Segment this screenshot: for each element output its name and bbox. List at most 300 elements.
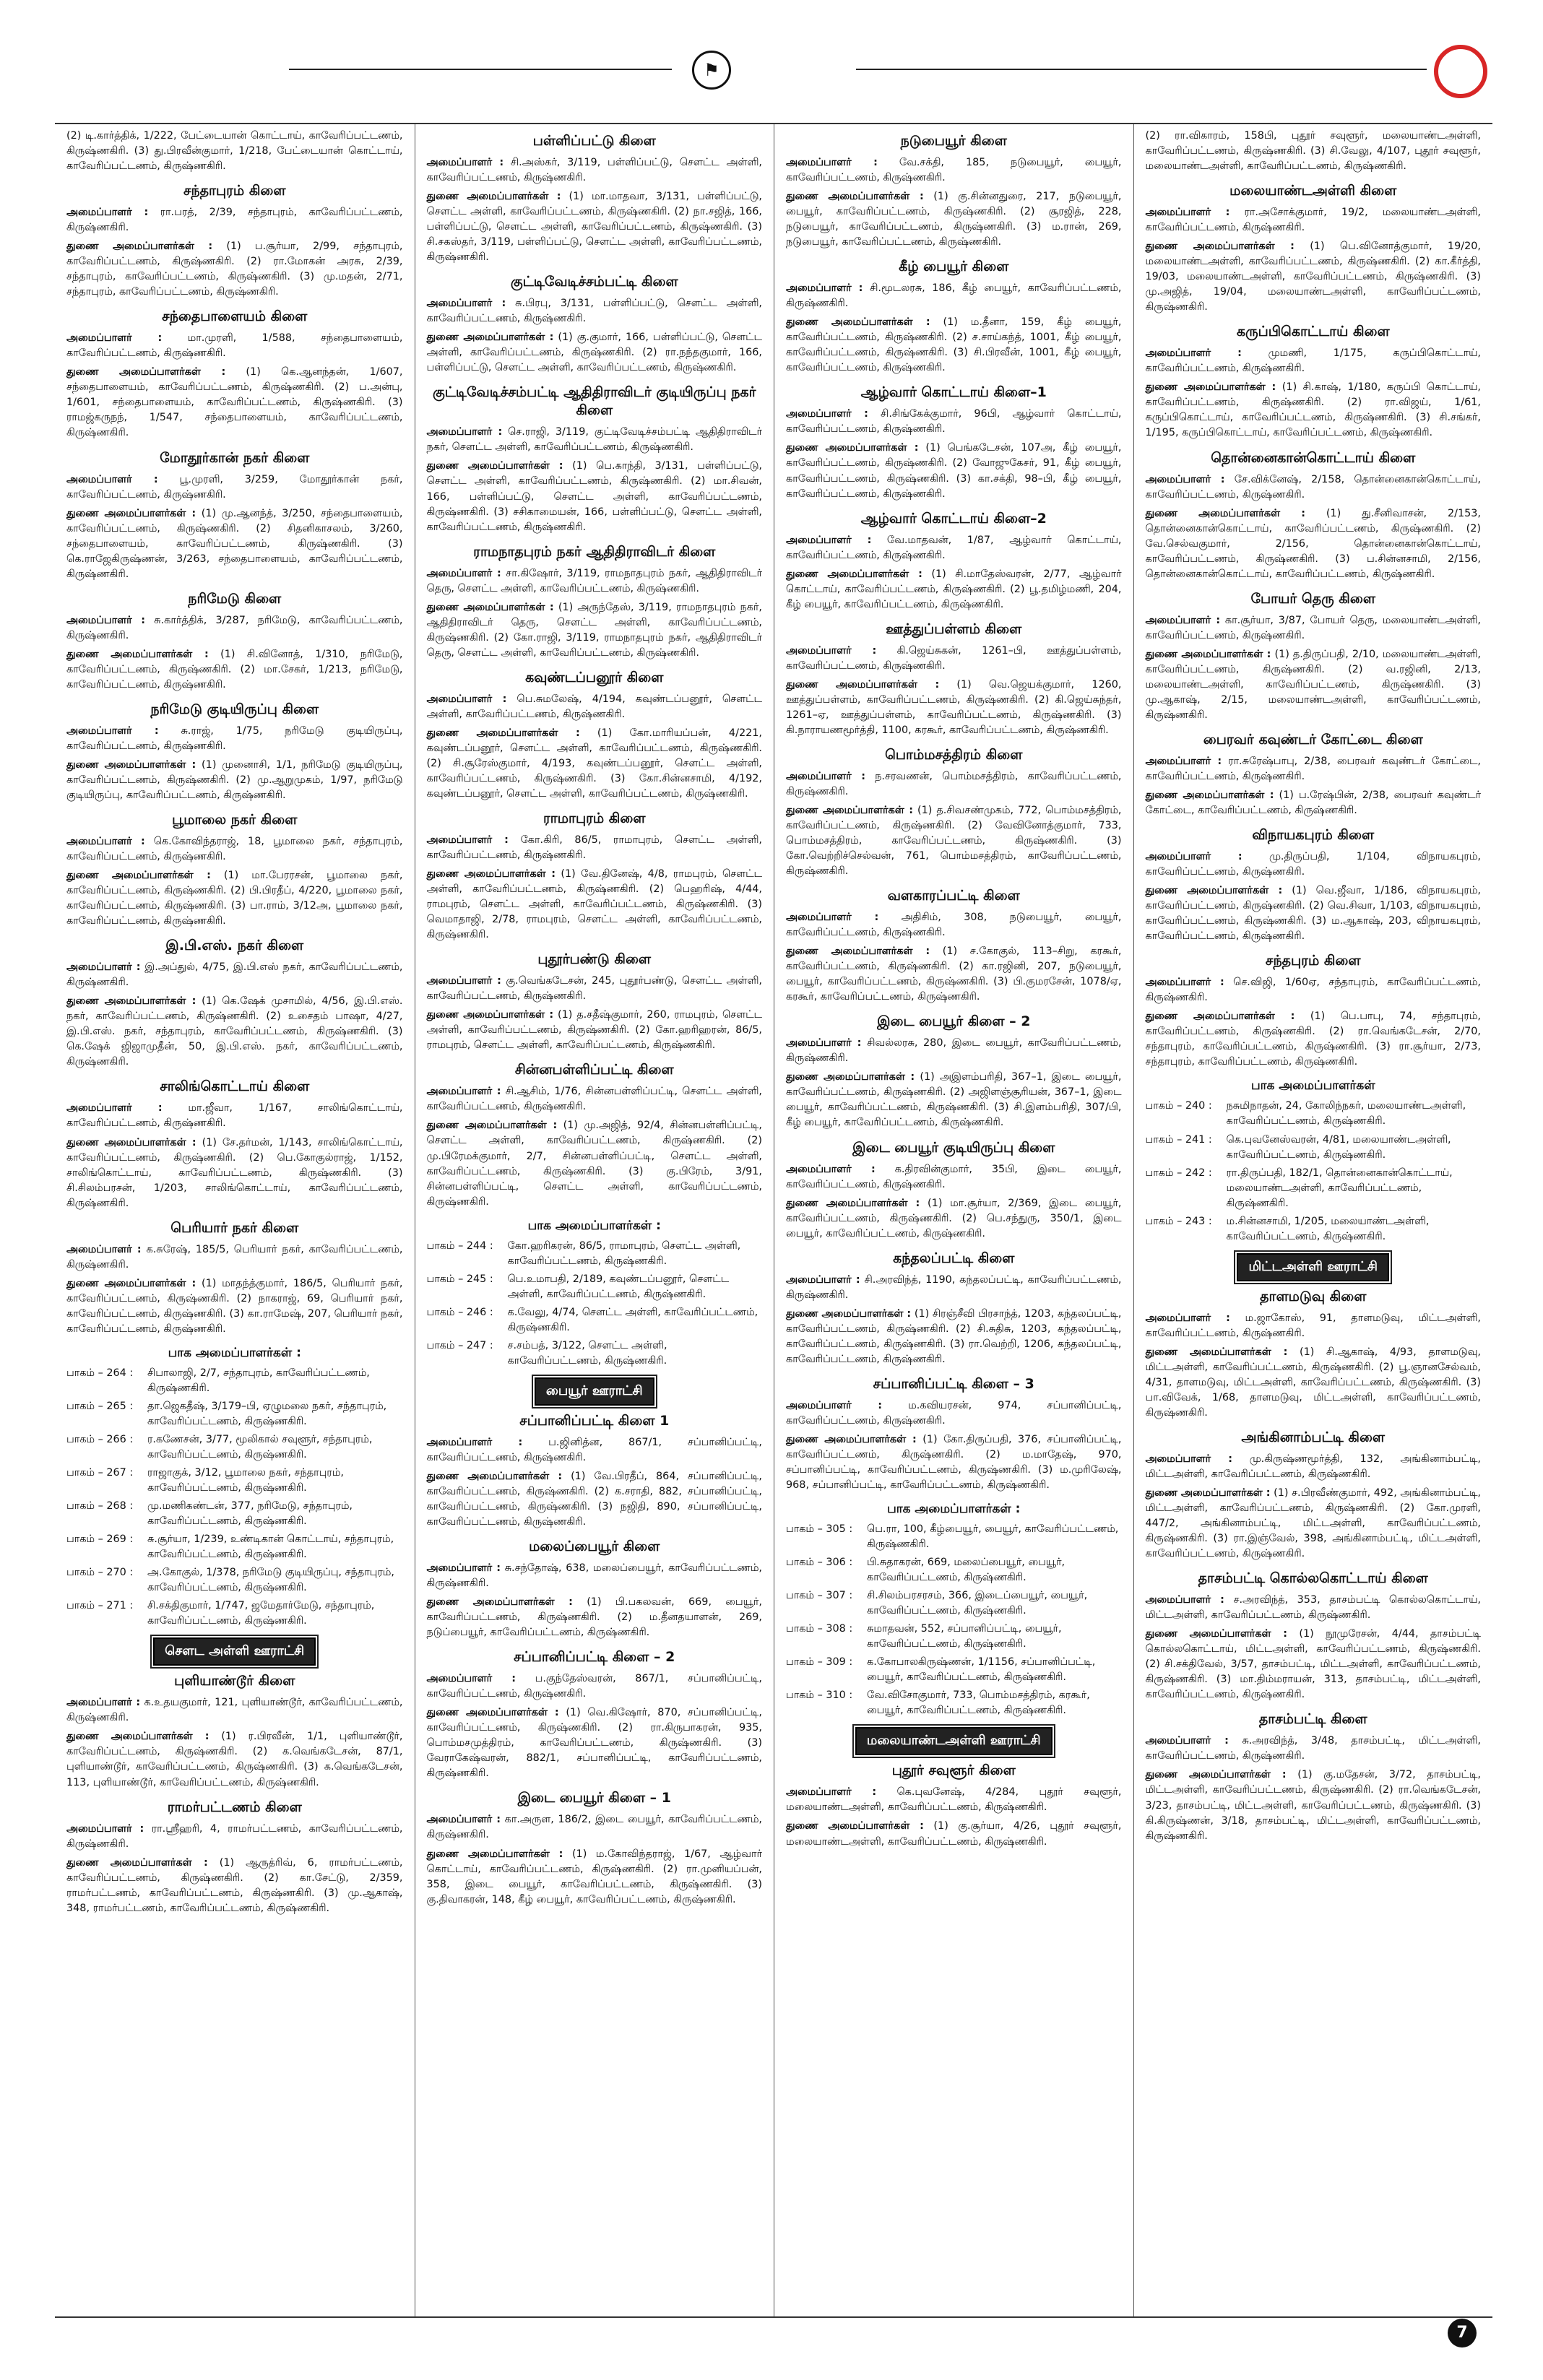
member-entry — [66, 205, 403, 235]
member-entry — [427, 726, 763, 802]
member-entry — [427, 155, 763, 186]
role-label: துணை அமைப்பாளர்கள் : — [66, 1277, 196, 1289]
role-label: துணை அமைப்பாளர்கள் : — [786, 1197, 920, 1209]
member-details: (2) ரா.விகாரம், 158பி, புதூர் சவுளூர், மலையாண்டஅள்ளி, காவேரிப்பட்டணம், கிருஷ்ணகிரி. (3) சி.வேலு, 4/107, புதூர் சவுளூர், மலையாண்டஅள்ளி, காவேரிப்பட்டணம், கிருஷ்ணகிரி. — [1145, 130, 1481, 173]
branch-title: நரிமேடு கிளை — [188, 590, 282, 607]
branch-section — [786, 621, 1122, 738]
branch-title: போயர் தெரு கிளை — [1250, 590, 1375, 607]
part-organiser-details: பி.சுதாகரன், 669, மலைப்பையூர், பையூர், காவேரிப்பட்டணம், கிருஷ்ணகிரி. — [867, 1557, 1066, 1584]
member-entry — [427, 425, 763, 455]
branch-title: ஆழ்வார் கொட்டாய் கிளை–2 — [860, 510, 1047, 527]
branch-section — [66, 812, 403, 929]
branch-title: சப்பானிப்பட்டி கிளை – 2 — [514, 1649, 675, 1666]
branch-title: சந்தாபுரம் கிளை — [183, 183, 286, 199]
member-entry — [66, 1695, 403, 1726]
member-details: (1) ச.கோகுல், 113–சிறு, கரகூர், காவேரிப்பட்டணம், கிருஷ்ணகிரி. (2) கா.ரஜினி, 207, நடுபையூர், பையூர், காவேரிப்பட்டணம், கிருஷ்ணகிரி. (3) பி.குமரசேன், 1078/ஏ, கரகூர், காவேரிப்பட்டணம், கிருஷ்ணகிரி. — [786, 945, 1122, 1003]
part-organiser-row — [66, 1432, 403, 1463]
member-entry — [1146, 129, 1482, 174]
member-details: (1) ப.சூர்யா, 2/99, சந்தாபுரம், காவேரிப்பட்டணம், கிருஷ்ணகிரி. (2) ரா.மோகன் அரசு, 2/39, சந்தாபுரம், காவேரிப்பட்டணம், கிருஷ்ணகிரி. (3) மு.மதன், 2/71, சந்தாபுரம், காவேரிப்பட்டணம், கிருஷ்ணகிரி. — [66, 241, 403, 298]
member-details: மு.திருப்பதி, 1/104, விநாயகபுரம், காவேரிப்பட்டணம், கிருஷ்ணகிரி. — [1145, 851, 1482, 878]
role-label: அமைப்பாளர் : — [66, 1243, 142, 1255]
branch-section — [786, 747, 1122, 879]
member-entry — [786, 1307, 1122, 1367]
member-details: மு.கிருஷ்ணமூர்த்தி, 132, அங்கினாம்பட்டி, மிட்டஅள்ளி, காவேரிப்பட்டணம், கிருஷ்ணகிரி. — [1145, 1453, 1481, 1480]
branch-section — [66, 129, 403, 174]
part-number: பாகம் – 271 : — [66, 1600, 134, 1612]
member-entry — [66, 239, 403, 300]
member-details: சிவல்லரசு, 280, இடை பையூர், காவேரிப்பட்டணம், கிருஷ்ணகிரி. — [786, 1037, 1122, 1065]
branch-section — [427, 1790, 763, 1907]
branch-section — [427, 544, 763, 661]
member-details: (1) த.திருப்பதி, 2/10, மலையாண்டஅள்ளி, காவேரிப்பட்டணம், கிருஷ்ணகிரி. (2) வ.ரஜினி, 2/13, மலையாண்டஅள்ளி, காவேரிப்பட்டணம், கிருஷ்ணகிரி. (3) மு.ஆகாஷ், 2/15, மலையாண்டஅள்ளி, காவேரிப்பட்டணம், கிருஷ்ணகிரி. — [1145, 648, 1481, 721]
member-entry — [427, 1561, 763, 1591]
branch-title: குட்டிவேடிச்சம்பட்டி ஆதிதிராவிடர் குடியிருப்பு நகர் கிளை — [433, 384, 756, 419]
branch-section — [427, 810, 763, 943]
role-label: துணை அமைப்பாளர்கள் : — [786, 442, 919, 454]
branch-section — [1146, 183, 1482, 315]
role-label: துணை அமைப்பாளர்கள் : — [786, 804, 913, 816]
member-details: க.சுரேஷ், 185/5, பெரியார் நகர், காவேரிப்பட்டணம், கிருஷ்ணகிரி. — [66, 1243, 403, 1271]
branch-section — [1146, 129, 1482, 174]
branch-title: பூமாலை நகர் கிளை — [172, 812, 298, 828]
part-organiser-details: சுமாதவன், 552, சப்பானிப்பட்டி, பையூர், காவேரிப்பட்டணம், கிருஷ்ணகிரி. — [867, 1623, 1062, 1650]
part-number: பாகம் – 305 : — [786, 1523, 853, 1536]
member-entry — [66, 506, 403, 582]
member-entry — [786, 803, 1122, 879]
part-organiser-row — [1146, 1214, 1482, 1245]
branch-section — [427, 274, 763, 376]
member-details: செ.ராஜி, 3/119, குட்டிவேடிச்சம்பட்டி ஆதிதிராவிடர் நகர், சௌட்ட அள்ளி, காவேரிப்பட்டணம், கிருஷ்ணகிரி. — [426, 426, 762, 454]
panchayat-banner: சௌட அள்ளி ஊராட்சி — [153, 1637, 316, 1666]
role-label: அமைப்பாளர் : — [426, 1562, 501, 1575]
role-label: அமைப்பாளர் : — [786, 770, 865, 782]
part-organiser-details: ச.சம்பத், 3/122, சௌட்ட அள்ளி, காவேரிப்பட்டணம், கிருஷ்ணகிரி. — [507, 1339, 667, 1367]
part-organiser-details: பெ.உமாபதி, 2/189, கவுண்டப்பனூர், சௌட்ட அள்ளி, காவேரிப்பட்டணம், கிருஷ்ணகிரி. — [507, 1273, 730, 1300]
part-organiser-details: சிபாலாஜி, 2/7, சந்தாபுரம், காவேரிப்பட்டணம், கிருஷ்ணகிரி. — [147, 1367, 370, 1394]
member-details: ரா.சுரேஷ்பாபு, 2/38, பைரவர் கவுண்டர் கோட்டை, காவேரிப்பட்டணம், கிருஷ்ணகிரி. — [1145, 755, 1481, 782]
part-organiser-details: ம.சின்னசாமி, 1/205, மலையாண்டஅள்ளி, காவேரிப்பட்டணம், கிருஷ்ணகிரி. — [1226, 1215, 1430, 1242]
branch-title: சப்பானிப்பட்டி கிளை – 3 — [873, 1375, 1034, 1392]
role-label: துணை அமைப்பாளர்கள் : — [1145, 1346, 1288, 1358]
role-label: அமைப்பாளர் : — [786, 644, 877, 657]
member-entry — [1146, 1767, 1482, 1843]
role-label: துணை அமைப்பாளர்கள் : — [786, 568, 922, 580]
member-entry — [786, 567, 1122, 613]
member-entry — [66, 758, 403, 803]
role-label: துணை அமைப்பாளர்கள் : — [786, 1820, 924, 1832]
member-details: (1) வெ.ஜெயக்குமார், 1260, ஊத்துப்பள்ளம், காவேரிப்பட்டணம், கிருஷ்ணகிரி. (2) கி.ஜெய்சுந்தர், 1261–ஏ, ஊத்துப்பள்ளம், காவேரிப்பட்டணம், கிருஷ்ணகிரி. (3) கி.நாராயணமூர்த்தி, 1100, கரகூர், காவேரிப்பட்டணம், கிருஷ்ணகிரி. — [786, 678, 1122, 736]
member-entry — [786, 1162, 1122, 1193]
part-number: பாகம் – 241 : — [1145, 1133, 1212, 1146]
member-entry — [66, 960, 403, 990]
member-entry — [1146, 1593, 1482, 1623]
role-label: துணை அமைப்பாளர்கள் : — [1145, 507, 1306, 519]
member-details: சி.சிங்கேக்குமார், 96பி, ஆழ்வார் கொட்டாய், காவேரிப்பட்டணம், கிருஷ்ணகிரி. — [786, 408, 1122, 436]
part-organiser-details: ர.கணேசன், 3/77, மூலிகால் சவுளூர், சந்தாபுரம், காவேரிப்பட்டணம், கிருஷ்ணகிரி. — [147, 1433, 373, 1461]
member-details: சு.ராஜ், 1/75, நரிமேடு குடியிருப்பு, காவேரிப்பட்டணம், கிருஷ்ணகிரி. — [66, 724, 403, 752]
member-entry — [427, 566, 763, 597]
branch-title: மலைப்பையூர் கிளை — [529, 1539, 660, 1555]
member-entry — [427, 459, 763, 535]
member-details: (1) சி.ஆகாஷ், 4/93, தாளமடுவு, மிட்டஅள்ளி, காவேரிப்பட்டணம், கிருஷ்ணகிரி. (2) பூ.ஞானசேல்வம், 4/31, தாளமடுவு, மிட்டஅள்ளி, காவேரிப்பட்டணம், கிருஷ்ணகிரி. (3) பா.விவேக், 1/68, தாளமடுவு, மிட்டஅள்ளி, காவேரிப்பட்டணம், கிருஷ்ணகிரி. — [1145, 1346, 1481, 1419]
part-number: பாகம் – 265 : — [66, 1400, 134, 1412]
branch-section — [786, 1140, 1122, 1242]
role-label: துணை அமைப்பாளர்கள் : — [1145, 789, 1274, 801]
part-organiser-details: கெ.புவனேஸ்வரன், 4/81, மலையாண்டஅள்ளி, காவேரிப்பட்டணம், கிருஷ்ணகிரி. — [1226, 1133, 1451, 1161]
branch-section — [1146, 827, 1482, 944]
column-4 — [1133, 124, 1493, 2316]
role-label: துணை அமைப்பாளர்கள் : — [66, 507, 196, 519]
part-organiser-row — [66, 1466, 403, 1496]
member-details: கோ.கிரி, 86/5, ராமாபுரம், சௌட்ட அள்ளி, காவேரிப்பட்டணம், கிருஷ்ணகிரி. — [426, 834, 763, 862]
part-organisers-section — [1146, 1078, 1482, 1244]
part-number: பாகம் – 242 : — [1145, 1167, 1212, 1179]
part-number: பாகம் – 268 : — [66, 1500, 134, 1513]
branch-title: இ.பி.எஸ். நகர் கிளை — [165, 938, 304, 954]
member-details: (1) வெ.கிஷோர், 870, சப்பானிப்பட்டி, காவேரிப்பட்டணம், கிருஷ்ணகிரி. (2) ரா.கிருபாகரன், 935, பொம்மசமுத்திரம், காவேரிப்பட்டணம், கிருஷ்ணகிரி. (3) வேராகேஷ்வரன், 882/1, சப்பானிப்பட்டி, காவேரிப்பட்டணம், கிருஷ்ணகிரி. — [426, 1707, 762, 1780]
part-organiser-row — [786, 1622, 1122, 1652]
member-entry — [427, 833, 763, 863]
branch-title: தாசம்பட்டி கொல்லகொட்டாய் கிளை — [1198, 1570, 1428, 1587]
role-label: அமைப்பாளர் : — [66, 473, 158, 485]
member-details: ரா.பரத், 2/39, சந்தாபுரம், காவேரிப்பட்டணம், கிருஷ்ணகிரி. — [66, 207, 403, 234]
member-details: (1) வே.பிரதீப், 864, சப்பானிப்பட்டி, காவேரிப்பட்டணம், கிருஷ்ணகிரி. (2) க.சராதி, 882, சப்பானிப்பட்டி, காவேரிப்பட்டணம், கிருஷ்ணகிரி. (3) நஜிதி, 890, சப்பானிப்பட்டி, காவேரிப்பட்டணம், கிருஷ்ணகிரி. — [426, 1470, 762, 1528]
branch-section — [427, 1062, 763, 1209]
member-details: (1) மாதந்த்குமார், 186/5, பெரியார் நகர், காவேரிப்பட்டணம், கிருஷ்ணகிரி. (2) நாகராஜ், 69, பெரியார் நகர், காவேரிப்பட்டணம், கிருஷ்ணகிரி. (3) கா.ராமேஷ், 207, பெரியார் நகர், காவேரிப்பட்டணம், கிருஷ்ணகிரி. — [66, 1277, 403, 1335]
member-entry — [66, 868, 403, 929]
member-details: கா.அருள, 186/2, இடை பையூர், காவேரிப்பட்டணம், கிருஷ்ணகிரி. — [426, 1814, 762, 1841]
role-label: துணை அமைப்பாளர்கள் : — [66, 1136, 196, 1148]
member-details: மா.ஜீவா, 1/167, சாலிங்கொட்டாய், காவேரிப்பட்டணம், கிருஷ்ணகிரி. — [66, 1102, 403, 1130]
branch-section — [1146, 732, 1482, 818]
branch-section — [786, 1376, 1122, 1493]
branch-title: நரிமேடு குடியிருப்பு கிளை — [150, 701, 319, 717]
branch-title: சந்தைபாளையம் கிளை — [162, 308, 308, 325]
part-organiser-row — [66, 1565, 403, 1596]
member-details: (1) ம.கோவிந்தராஜ், 1/67, ஆழ்வார் கொட்டாய், காவேரிப்பட்டணம், கிருஷ்ணகிரி. (2) ரா.முனியப்பன், 358, இடை பையூர், காவேரிப்பட்டணம், கிருஷ்ணகிரி. (3) கு.திவாகரன், 148, கீழ் பையூர், காவேரிப்பட்டணம், கிருஷ்ணகிரி. — [426, 1848, 762, 1905]
member-entry — [1146, 239, 1482, 315]
member-entry — [786, 910, 1122, 940]
branch-title: நடுபையூர் கிளை — [900, 133, 1007, 149]
member-entry — [427, 974, 763, 1004]
branch-section — [427, 1413, 763, 1530]
member-details: க.உதயகுமார், 121, புளியாண்டூர், காவேரிப்பட்டணம், கிருஷ்ணகிரி. — [66, 1697, 403, 1724]
part-organiser-row — [786, 1555, 1122, 1585]
member-details: ச.அரவிந்த், 353, தாசம்பட்டி கொல்லகொட்டாய், மிட்டஅள்ளி, காவேரிப்பட்டணம், கிருஷ்ணகிரி. — [1145, 1594, 1481, 1622]
member-entry — [66, 472, 403, 503]
member-entry — [427, 1118, 763, 1209]
role-label: அமைப்பாளர் : — [786, 408, 868, 420]
role-label: துணை அமைப்பாளர்கள் : — [426, 601, 554, 613]
role-label: துணை அமைப்பாளர்கள் : — [1145, 1769, 1287, 1781]
panchayat-banner: பையூர் ஊராட்சி — [535, 1377, 654, 1406]
branch-section — [786, 511, 1122, 613]
branch-section — [786, 1250, 1122, 1367]
part-organisers-section — [66, 1346, 403, 1630]
member-entry — [427, 189, 763, 265]
role-label: அமைப்பாளர் : — [786, 1273, 860, 1286]
member-details: ம.ஜாகோஸ், 91, தாளமடுவு, மிட்டஅள்ளி, காவேரிப்பட்டணம், கிருஷ்ணகிரி. — [1145, 1312, 1481, 1339]
member-details: (1) சி.மாதேஸ்வரன், 2/77, ஆழ்வார் கொட்டாய், காவேரிப்பட்டணம், கிருஷ்ணகிரி. (2) பூ.தமிழ்மணி, 204, கீழ் பையூர், காவேரிப்பட்டணம், கிருஷ்ணகிரி. — [786, 568, 1122, 610]
member-details: (1) வெ.ஜீவா, 1/186, விநாயகபுரம், காவேரிப்பட்டணம், கிருஷ்ணகிரி. (2) வெ.சிவா, 1/103, விநாயகபுரம், காவேரிப்பட்டணம், கிருஷ்ணகிரி. (3) ம.ஆகாஷ், 203, விநாயகபுரம், காவேரிப்பட்டணம், கிருஷ்ணகிரி. — [1145, 885, 1481, 943]
member-details: (1) கெ.ஆனந்தன், 1/607, சந்தைபாளையம், காவேரிப்பட்டணம், கிருஷ்ணகிரி. (2) ப.அன்பு, 1/601, சந்தைபாளையம், காவேரிப்பட்டணம், கிருஷ்ணகிரி. (3) ராமஜ்கருநந், 1/547, சந்தைபாளையம், காவேரிப்பட்டணம், கிருஷ்ணகிரி. — [66, 366, 403, 439]
role-label: அமைப்பாளர் : — [1145, 207, 1230, 219]
member-entry — [1146, 1009, 1482, 1070]
branch-title: பள்ளிப்பட்டு கிளை — [532, 133, 656, 149]
role-label: அமைப்பாளர் : — [66, 724, 159, 737]
role-label: அமைப்பாளர் : — [1145, 1594, 1224, 1606]
role-label: அமைப்பாளர் : — [786, 534, 872, 546]
role-label: துணை அமைப்பாளர்கள் : — [786, 1307, 912, 1320]
member-entry — [786, 1432, 1122, 1493]
role-label: அமைப்பாளர் : — [1145, 614, 1221, 626]
member-entry — [66, 724, 403, 754]
role-label: அமைப்பாளர் : — [66, 614, 145, 626]
branch-title: பைரவர் கவுண்டர் கோட்டை கிளை — [1203, 731, 1423, 748]
role-label: அமைப்பாளர் : — [66, 207, 149, 219]
role-label: அமைப்பாளர் : — [1145, 755, 1222, 767]
branch-title: கருப்பிகொட்டாய் கிளை — [1236, 324, 1390, 340]
part-number: பாகம் – 244 : — [426, 1239, 493, 1252]
branch-section — [786, 1013, 1122, 1130]
part-number: பாகம் – 240 : — [1145, 1100, 1212, 1112]
member-entry — [427, 1595, 763, 1640]
member-details: சு.அரவிந்த், 3/48, தாசம்பட்டி, மிட்டஅள்ளி, காவேரிப்பட்டணம், கிருஷ்ணகிரி. — [1145, 1735, 1481, 1762]
role-label: அமைப்பாளர் : — [786, 282, 863, 295]
branch-title: புதூர் சவுளூர் கிளை — [891, 1762, 1016, 1779]
member-details: (1) த.சதீஷ்குமார், 260, ராமபுரம், சௌட்ட அள்ளி, காவேரிப்பட்டணம், கிருஷ்ணகிரி. (2) கோ.ஹரிஹரன், 86/5, ராமபுரம், சௌட்ட அள்ளி, காவேரிப்பட்டணம், கிருஷ்ணகிரி. — [426, 1009, 763, 1052]
role-label: துணை அமைப்பாளர்கள் : — [1145, 1628, 1288, 1640]
part-number: பாகம் – 270 : — [66, 1567, 134, 1579]
member-entry — [427, 1008, 763, 1053]
branch-section — [1146, 591, 1482, 723]
member-details: கி.ஜெய்சுகன், 1261–பி, ஊத்துப்பள்ளம், காவேரிப்பட்டணம், கிருஷ்ணகிரி. — [786, 644, 1122, 672]
member-details: செ.விஜி, 1/60ஏ, சந்தாபுரம், காவேரிப்பட்டணம், கிருஷ்ணகிரி. — [1145, 977, 1481, 1004]
role-label: துணை அமைப்பாளர்கள் : — [66, 870, 211, 882]
part-organiser-row — [427, 1305, 763, 1336]
member-details: முமணி, 1/175, கருப்பிகொட்டாய், காவேரிப்பட்டணம், கிருஷ்ணகிரி. — [1145, 347, 1482, 375]
part-number: பாகம் – 243 : — [1145, 1215, 1212, 1227]
branch-section — [1146, 1429, 1482, 1562]
member-entry — [427, 1469, 763, 1530]
role-label: அமைப்பாளர் : — [426, 693, 507, 705]
branch-section — [427, 1649, 763, 1781]
member-details: (1) கு.சூர்யா, 4/26, புதூர் சவுளூர், மலையாண்டஅள்ளி, காவேரிப்பட்டணம், கிருஷ்ணகிரி. — [786, 1820, 1122, 1848]
member-details: (1) கு.மதேசன், 3/72, தாசம்பட்டி, மிட்டஅள்ளி, காவேரிப்பட்டணம், கிருஷ்ணகிரி. (2) ரா.வெங்கடேசன், 3/23, தாசம்பட்டி, மிட்டஅள்ளி, காவேரிப்பட்டணம், கிருஷ்ணகிரி. (3) கி.கிருஷ்ணன், 3/18, தாசம்பட்டி, மிட்டஅள்ளி, காவேரிப்பட்டணம், கிருஷ்ணகிரி. — [1145, 1769, 1482, 1842]
member-details: கெ.கோவிந்தராஜ், 18, பூமாலை நகர், சந்தாபுரம், காவேரிப்பட்டணம், கிருஷ்ணகிரி. — [66, 836, 403, 863]
member-details: (1) மா.மாதவா, 3/131, பள்ளிப்பட்டு, சௌட்ட அள்ளி, காவேரிப்பட்டணம், கிருஷ்ணகிரி. (2) நா.சஜித், 166, பள்ளிப்பட்டு, சௌட்ட அள்ளி, காவேரிப்பட்டணம், கிருஷ்ணகிரி. (3) சி.சகஸ்தர், 3/119, பள்ளிப்பட்டு, சௌட்ட அள்ளி, காவேரிப்பட்டணம், கிருஷ்ணகிரி. — [426, 191, 762, 264]
branch-section — [1146, 324, 1482, 441]
member-entry — [786, 1819, 1122, 1849]
member-entry — [786, 678, 1122, 738]
member-entry — [1146, 506, 1482, 582]
branch-section — [1146, 953, 1482, 1070]
member-entry — [1146, 849, 1482, 880]
member-details: (1) மா.பேரரசன், பூமாலை நகர், காவேரிப்பட்டணம், கிருஷ்ணகிரி. (2) பி.பிரதீப், 4/220, பூமாலை நகர், காவேரிப்பட்டணம், கிருஷ்ணகிரி. (3) பா.ராம், 3/12அ, பூமாலை நகர், காவேரிப்பட்டணம், கிருஷ்ணகிரி. — [66, 870, 403, 927]
member-details: (1) ர.பிரவீன், 1/1, புளியாண்டூர், காவேரிப்பட்டணம், கிருஷ்ணகிரி. (2) க.வெங்கடேசன், 87/1, புளியாண்டூர், காவேரிப்பட்டணம், கிருஷ்ணகிரி. (3) க.வெங்கடேசன், 113, புளியாண்டூர், காவேரிப்பட்டணம், கிருஷ்ணகிரி. — [66, 1731, 403, 1788]
member-details: சு.பிரபு, 3/131, பள்ளிப்பட்டு, சௌட்ட அள்ளி, காவேரிப்பட்டணம், கிருஷ்ணகிரி. — [426, 298, 763, 325]
branch-section — [66, 183, 403, 300]
role-label: துணை அமைப்பாளர்கள் : — [426, 191, 561, 203]
role-label: அமைப்பாளர் : — [426, 834, 509, 846]
member-details: (1) பெ.பாபு, 74, சந்தாபுரம், காவேரிப்பட்டணம், கிருஷ்ணகிரி. (2) ரா.வெங்கடேசன், 2/70, சந்தாபுரம், காவேரிப்பட்டணம், கிருஷ்ணகிரி. (3) ரா.சூர்யா, 2/73, சந்தாபுரம், காவேரிப்பட்டணம், கிருஷ்ணகிரி. — [1145, 1011, 1481, 1068]
member-details: (1) கெ.ஷேக் முசாமில், 4/56, இ.பி.எஸ். நகர், காவேரிப்பட்டணம், கிருஷ்ணகிரி. (2) உசைதம் பாஷா, 4/27, இ.பி.எஸ். நகர், சந்தாபுரம், காவேரிப்பட்டணம், கிருஷ்ணகிரி. (3) கெ.ஷேக் ஜிஜாமுதீன், 50, இ.பி.எஸ். நகர், காவேரிப்பட்டணம், கிருஷ்ணகிரி. — [66, 995, 403, 1068]
branch-title: ஆழ்வார் கொட்டாய் கிளை–1 — [860, 384, 1047, 401]
branch-section — [427, 133, 763, 265]
branch-title: கந்தலப்பட்டி கிளை — [893, 1250, 1015, 1266]
role-label: அமைப்பாளர் : — [786, 1399, 882, 1411]
column-3 — [774, 124, 1133, 2316]
role-label: அமைப்பாளர் : — [426, 298, 506, 310]
role-label: துணை அமைப்பாளர்கள் : — [426, 460, 563, 472]
branch-section — [786, 888, 1122, 1005]
member-details: (2) டி.கார்த்திக், 1/222, பேட்டையான் கொட்டாய், காவேரிப்பட்டணம், கிருஷ்ணகிரி. (3) து.பிரவீன்குமார், 1/218, பேட்டையான் கொட்டாய், காவேரிப்பட்டணம், கிருஷ்ணகிரி. — [66, 130, 403, 173]
red-circle-icon — [1434, 45, 1487, 98]
branch-section — [427, 384, 763, 535]
branch-title: இடை பையூர் குடியிருப்பு கிளை — [852, 1139, 1055, 1156]
part-organiser-details: வே.விசோகுமார், 733, பொம்மசத்திரம், கரகூர், பையூர், காவேரிப்பட்டணம், கிருஷ்ணகிரி. — [867, 1689, 1090, 1717]
member-entry — [786, 189, 1122, 250]
part-organiser-details: சி.சக்திகுமார், 1/747, ஜமேதார்மேடு, சந்தாபுரம், காவேரிப்பட்டணம், கிருஷ்ணகிரி. — [147, 1600, 375, 1627]
branch-section — [1146, 1289, 1482, 1421]
part-organiser-details: க.வேலு, 4/74, சௌட்ட அள்ளி, காவேரிப்பட்டணம், கிருஷ்ணகிரி. — [507, 1306, 758, 1333]
branch-section — [427, 951, 763, 1053]
role-label: அமைப்பாளர் : — [426, 975, 501, 987]
part-organiser-row — [66, 1399, 403, 1429]
role-label: அமைப்பாளர் : — [66, 1102, 163, 1115]
header-rule-right — [856, 69, 1427, 70]
member-entry — [1146, 472, 1482, 503]
role-label: துணை அமைப்பாளர்கள் : — [426, 727, 580, 739]
member-entry — [1146, 1486, 1482, 1562]
member-details: (1) பெ.வினோத்குமார், 19/20, மலையாண்டஅள்ளி, காவேரிப்பட்டணம், கிருஷ்ணகிரி. (2) கா.கீர்த்தி, 19/03, மலையாண்டஅள்ளி, காவேரிப்பட்டணம், கிருஷ்ணகிரி. (3) மு.அஜித், 19/04, மலையாண்டஅள்ளி, காவேரிப்பட்டணம், கிருஷ்ணகிரி. — [1145, 241, 1481, 313]
page-header — [0, 0, 1543, 130]
role-label: அமைப்பாளர் : — [1145, 1312, 1230, 1324]
member-details: க.திரவின்குமார், 35பி, இடை பையூர், காவேரிப்பட்டணம், கிருஷ்ணகிரி. — [786, 1163, 1122, 1190]
branch-section — [427, 670, 763, 802]
part-number: பாகம் – 266 : — [66, 1433, 134, 1445]
part-organiser-details: அ.கோகுல், 1/378, நரிமேடு குடியிருப்பு, சந்தாபுரம், காவேரிப்பட்டணம், கிருஷ்ணகிரி. — [147, 1567, 394, 1594]
part-organiser-details: தா.ஜெகதீஷ், 3/179–பி, ஏழுமலை நகர், சந்தாபுரம், காவேரிப்பட்டணம், கிருஷ்ணகிரி. — [147, 1400, 387, 1427]
part-organisers-section — [427, 1219, 763, 1369]
branch-title: அங்கினாம்பட்டி கிளை — [1241, 1429, 1386, 1445]
role-label: துணை அமைப்பாளர்கள் : — [66, 1731, 209, 1743]
role-label: அமைப்பாளர் : — [66, 332, 163, 345]
branch-title: சந்தபுரம் கிளை — [1265, 953, 1361, 969]
member-entry — [1146, 380, 1482, 441]
branch-title: ராமநாதபுரம் நகர் ஆதிதிராவிடர் கிளை — [473, 543, 716, 560]
branch-section — [786, 133, 1122, 250]
member-entry — [786, 315, 1122, 376]
branch-section — [66, 1078, 403, 1211]
branch-section — [66, 701, 403, 803]
member-entry — [427, 1705, 763, 1781]
role-label: அமைப்பாளர் : — [66, 1697, 141, 1709]
role-label: துணை அமைப்பாளர்கள் : — [66, 1856, 208, 1869]
member-entry — [66, 129, 403, 174]
part-organisers-heading: பாக அமைப்பாளர்கள் : — [168, 1345, 301, 1360]
branch-section — [66, 308, 403, 441]
member-details: அதிசிம், 308, நடுபையூர், பையூர், காவேரிப்பட்டணம், கிருஷ்ணகிரி. — [786, 912, 1122, 939]
column-2 — [415, 124, 774, 2316]
branch-title: புளியாண்டூர் கிளை — [174, 1673, 295, 1689]
member-details: (1) ஆருத்ரிவ், 6, ராமர்பட்டணம், காவேரிப்பட்டணம், கிருஷ்ணகிரி. (2) கா.சேட்டு, 2/359, ராமர்பட்டணம், காவேரிப்பட்டணம், கிருஷ்ணகிரி. (3) மு.ஆகாஷ், 348, ராமர்பட்டணம், காவேரிப்பட்டணம், கிருஷ்ணகிரி. — [66, 1856, 403, 1914]
member-details: சா.கிஷோர், 3/119, ராமநாதபுரம் நகர், ஆதிதிராவிடர் தெரு, சௌட்ட அள்ளி, காவேரிப்பட்டணம், கிருஷ்ணகிரி. — [426, 567, 762, 594]
member-details: (1) கு.சின்னதுரை, 217, நடுபையூர், பையூர், காவேரிப்பட்டணம், கிருஷ்ணகிரி. (2) சூரஜித், 228, நடுபையூர், காவேரிப்பட்டணம், கிருஷ்ணகிரி. (3) ம.ரான், 269, நடுபையூர், காவேரிப்பட்டணம், கிருஷ்ணகிரி. — [786, 191, 1122, 248]
member-entry — [66, 1135, 403, 1211]
role-label: துணை அமைப்பாளர்கள் : — [426, 1596, 573, 1609]
member-entry — [786, 769, 1122, 800]
branch-title: புதூர்பண்டு கிளை — [537, 951, 652, 968]
member-entry — [427, 330, 763, 376]
role-label: அமைப்பாளர் : — [1145, 977, 1224, 989]
role-label: துணை அமைப்பாளர்கள் : — [786, 678, 940, 691]
member-entry — [786, 1398, 1122, 1429]
part-organiser-details: க.கோபாலகிருஷ்ணன், 1/1156, சப்பானிப்பட்டி, பையூர், காவேரிப்பட்டணம், கிருஷ்ணகிரி. — [867, 1656, 1096, 1684]
role-label: அமைப்பாளர் : — [1145, 473, 1225, 485]
role-label: அமைப்பாளர் : — [1145, 851, 1242, 863]
member-entry — [66, 1101, 403, 1131]
member-entry — [66, 365, 403, 441]
member-entry — [66, 1276, 403, 1337]
column-1 — [55, 124, 415, 2316]
member-entry — [1146, 788, 1482, 818]
part-organisers-heading: பாக அமைப்பாளர்கள் : — [527, 1218, 661, 1233]
role-label: துணை அமைப்பாளர்கள் : — [1145, 381, 1276, 394]
member-entry — [786, 1070, 1122, 1130]
member-details: ப.ஜினித்ன, 867/1, சப்பானிப்பட்டி, காவேரிப்பட்டணம், கிருஷ்ணகிரி. — [426, 1436, 763, 1463]
member-entry — [66, 994, 403, 1070]
member-details: ப.குந்தேஸ்வரன், 867/1, சப்பானிப்பட்டி, காவேரிப்பட்டணம், கிருஷ்ணகிரி. — [426, 1673, 763, 1700]
member-details: (1) கோ.திருப்பதி, 376, சப்பானிப்பட்டி, காவேரிப்பட்டணம், கிருஷ்ணகிரி. (2) ம.மாதேஷ், 970, சப்பானிப்பட்டி, காவேரிப்பட்டணம், கிருஷ்ணகிரி. (3) ம.முரிலேஷ், 968, சப்பானிப்பட்டி, காவேரிப்பட்டணம், கிருஷ்ணகிரி. — [786, 1433, 1122, 1491]
role-label: துணை அமைப்பாளர்கள் : — [426, 868, 556, 880]
part-organiser-details: மு.மணிகண்டன், 377, நரிமேடு, சந்தாபுரம், காவேரிப்பட்டணம், கிருஷ்ணகிரி. — [147, 1500, 353, 1528]
role-label: அமைப்பாளர் : — [426, 567, 501, 579]
member-details: ம.கவியரசன், 974, சப்பானிப்பட்டி, காவேரிப்பட்டணம், கிருஷ்ணகிரி. — [786, 1399, 1122, 1427]
member-details: (1) கு.குமார், 166, பள்ளிப்பட்டு, சௌட்ட அள்ளி, காவேரிப்பட்டணம், கிருஷ்ணகிரி. (2) ரா.நந்தகுமார், 166, பள்ளிப்பட்டு, சௌட்ட அள்ளி, காவேரிப்பட்டணம், கிருஷ்ணகிரி. — [426, 332, 762, 374]
member-entry — [427, 1847, 763, 1908]
member-entry — [1146, 1311, 1482, 1341]
role-label: அமைப்பாளர் : — [66, 836, 145, 848]
member-entry — [1146, 1734, 1482, 1764]
role-label: அமைப்பாளர் : — [786, 1037, 862, 1050]
branch-title: வளகாரப்பட்டி கிளை — [887, 888, 1020, 904]
part-number: பாகம் – 269 : — [66, 1533, 134, 1546]
member-details: சு.சந்தோஷ், 638, மலைப்பையூர், காவேரிப்பட்டணம், கிருஷ்ணகிரி. — [426, 1562, 762, 1590]
branch-title: மோதூர்கான் நகர் கிளை — [160, 449, 310, 466]
part-number: பாகம் – 267 : — [66, 1467, 134, 1479]
role-label: துணை அமைப்பாளர்கள் : — [66, 241, 213, 253]
member-details: பெ.சுமலேஷ், 4/194, கவுண்டப்பனூர், சௌட்ட அள்ளி, காவேரிப்பட்டணம், கிருஷ்ணகிரி. — [426, 693, 762, 720]
role-label: அமைப்பாளர் : — [426, 426, 503, 438]
role-label: துணை அமைப்பாளர்கள் : — [1145, 648, 1271, 660]
member-details: (1) பெங்கடேசன், 107அ, கீழ் பையூர், காவேரிப்பட்டணம், கிருஷ்ணகிரி. (2) வோஜுகேசர், 91, கீழ் பையூர், காவேரிப்பட்டணம், கிருஷ்ணகிரி. (3) கா.சக்தி, 98–பி, கீழ் பையூர், காவேரிப்பட்டணம், கிருஷ்ணகிரி. — [786, 442, 1122, 500]
branch-title: ராமர்பட்டணம் கிளை — [167, 1799, 302, 1815]
member-details: (1) சிரஞ்சீவி பிரசாந்த், 1203, கந்தலப்பட்டி, காவேரிப்பட்டணம், கிருஷ்ணகிரி. (2) சி.சுதிசு, 1203, கந்தலப்பட்டி, காவேரிப்பட்டணம், கிருஷ்ணகிரி. (3) ரா.வெற்றி, 1206, கந்தலப்பட்டி, காவேரிப்பட்டணம், கிருஷ்ணகிரி. — [786, 1307, 1122, 1365]
member-details: இ.அப்துல், 4/75, இ.பி.எஸ் நகர், காவேரிப்பட்டணம், கிருஷ்ணகிரி. — [66, 961, 403, 989]
member-entry — [427, 1812, 763, 1843]
part-organiser-details: சு.சூர்யா, 1/239, உண்டிகான் கொட்டாய், சந்தாபுரம், காவேரிப்பட்டணம், கிருஷ்ணகிரி. — [147, 1533, 394, 1561]
member-entry — [66, 1242, 403, 1273]
part-organiser-row — [66, 1366, 403, 1396]
member-details: (1) நூமுரேசன், 4/44, தாசம்பட்டி கொல்லகொட்டாய், மிட்டஅள்ளி, காவேரிப்பட்டணம், கிருஷ்ணகிரி. (2) சி.சக்திவேல், 3/57, தாசம்பட்டி, மிட்டஅள்ளி, காவேரிப்பட்டணம், கிருஷ்ணகிரி. (3) மா.திம்மராயன், 313, தாசம்பட்டி, மிட்டஅள்ளி, காவேரிப்பட்டணம், கிருஷ்ணகிரி. — [1145, 1628, 1481, 1701]
member-details: (1) பெ.காந்தி, 3/131, பள்ளிப்பட்டு, சௌட்ட அள்ளி, காவேரிப்பட்டணம், கிருஷ்ணகிரி. (2) மா.சிவன், 166, பள்ளிப்பட்டு, சௌட்ட அள்ளி, காவேரிப்பட்டணம், கிருஷ்ணகிரி. (3) சசிகாமையன், 166, பள்ளிப்பட்டு, சௌட்ட அள்ளி, காவேரிப்பட்டணம், கிருஷ்ணகிரி. — [426, 460, 762, 533]
member-entry — [786, 155, 1122, 186]
header-rule-left — [289, 69, 672, 70]
branch-title: தாளமடுவு கிளை — [1260, 1288, 1367, 1304]
member-entry — [427, 296, 763, 326]
role-label: துணை அமைப்பாளர்கள் : — [786, 945, 930, 958]
